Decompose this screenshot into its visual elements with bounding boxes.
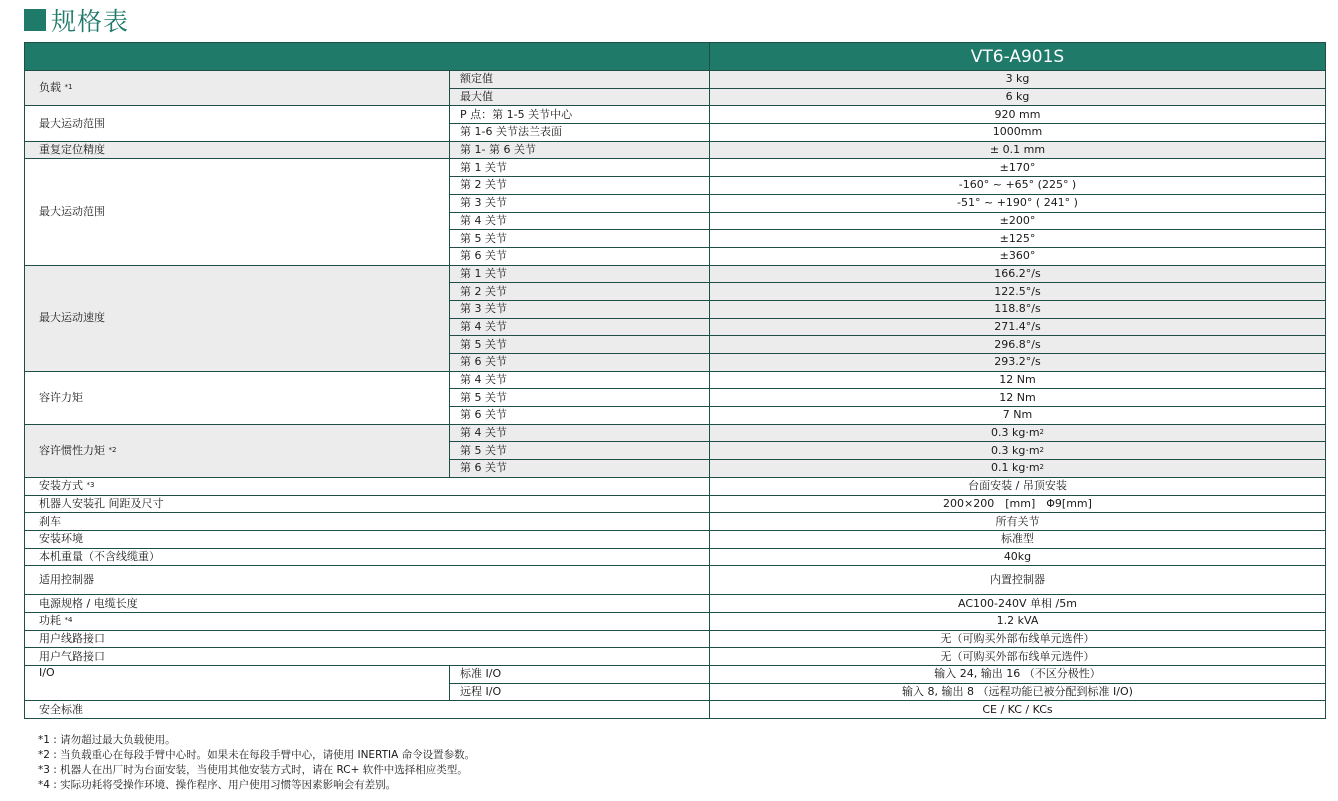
row-label-controller: 适用控制器	[25, 566, 710, 595]
row-sub: 标准 I/O	[450, 666, 710, 684]
row-value: 1000mm	[710, 124, 1326, 142]
row-sub: 第 4 关节	[450, 424, 710, 442]
row-sub: 第 5 关节	[450, 336, 710, 354]
row-sub: 第 5 关节	[450, 442, 710, 460]
row-sub: 第 3 关节	[450, 194, 710, 212]
table-row	[25, 701, 1326, 719]
table-row	[25, 666, 1326, 684]
row-value: 920 mm	[710, 106, 1326, 124]
footnote: *4 : 实际功耗将受操作环境、操作程序、用户使用习惯等因素影响会有差别。	[38, 779, 397, 791]
row-value: 输入 8, 输出 8 （远程功能已被分配到标准 I/O)	[710, 683, 1326, 701]
row-sub: 第 4 关节	[450, 212, 710, 230]
spec-table	[24, 42, 1326, 719]
page-title	[24, 3, 129, 37]
row-label-io: I/O	[25, 666, 450, 701]
table-row	[25, 71, 1326, 89]
row-value: 166.2°/s	[710, 265, 1326, 283]
row-value: 0.1 $kg\cdot m^2$	[710, 460, 1326, 478]
model-name: VT6-A901S	[710, 43, 1326, 71]
row-label-safety: 安全标准	[25, 701, 710, 719]
row-label-torque: 容许力矩	[25, 371, 450, 424]
row-label-max-speed: 最大运动速度	[25, 265, 450, 371]
row-sub: 远程 I/O	[450, 683, 710, 701]
row-value: 无（可购买外部布线单元选件）	[710, 630, 1326, 648]
row-label-mount-holes: 机器人安装孔 间距及尺寸	[25, 495, 710, 513]
row-label-brake: 刹车	[25, 513, 710, 531]
row-value: 271.4°/s	[710, 318, 1326, 336]
row-label-reach: 最大运动范围	[25, 106, 450, 141]
row-sub: 第 1-6 关节法兰表面	[450, 124, 710, 142]
table-row	[25, 566, 1326, 595]
title-square-icon	[24, 9, 46, 31]
row-value: 293.2°/s	[710, 354, 1326, 372]
row-sub: 第 2 关节	[450, 283, 710, 301]
row-value: 6 kg	[710, 88, 1326, 106]
footnote: *2 : 当负载重心在每段手臂中心时。如果未在每段手臂中心，请使用 INERTIA 命令设置参数。	[38, 749, 476, 761]
row-value: 122.5°/s	[710, 283, 1326, 301]
footnotes	[38, 733, 475, 793]
row-value: -51° ~ +190° ( 241° )	[710, 194, 1326, 212]
row-label-motion-range: 最大运动范围	[25, 159, 450, 265]
table-row	[25, 548, 1326, 566]
row-value: ± 0.1 mm	[710, 141, 1326, 159]
row-label-inertia: 容许惯性力矩 $^{*2}$	[25, 424, 450, 477]
row-sub: 第 6 关节	[450, 247, 710, 265]
row-label-environment: 安装环境	[25, 530, 710, 548]
row-sub: 第 1 关节	[450, 159, 710, 177]
table-row	[25, 648, 1326, 666]
table-row	[25, 141, 1326, 159]
row-value: 3 kg	[710, 71, 1326, 89]
table-row	[25, 371, 1326, 389]
row-sub: 最大值	[450, 88, 710, 106]
row-label-mounting: 安装方式 $^{*3}$	[25, 477, 710, 495]
row-value: 40kg	[710, 548, 1326, 566]
row-label-weight: 本机重量（不含线缆重）	[25, 548, 710, 566]
table-row	[25, 530, 1326, 548]
row-sub: 第 1- 第 6 关节	[450, 141, 710, 159]
row-sub: 第 5 关节	[450, 230, 710, 248]
row-sub: 第 6 关节	[450, 460, 710, 478]
row-label-repeatability: 重复定位精度	[25, 141, 450, 159]
row-value: 12 Nm	[710, 389, 1326, 407]
row-label-payload: 负载 $^{*1}$	[25, 71, 450, 106]
table-header-row	[25, 43, 1326, 71]
row-value: 所有关节	[710, 513, 1326, 531]
row-value: 118.8°/s	[710, 300, 1326, 318]
row-value: 296.8°/s	[710, 336, 1326, 354]
row-sub: 第 1 关节	[450, 265, 710, 283]
row-value: 无（可购买外部布线单元选件）	[710, 648, 1326, 666]
row-value: 7 Nm	[710, 407, 1326, 425]
row-sub: 第 2 关节	[450, 177, 710, 195]
footnote: *1 : 请勿超过最大负载使用。	[38, 734, 176, 746]
row-value: CE / KC / KCs	[710, 701, 1326, 719]
row-sub: 第 4 关节	[450, 318, 710, 336]
page-title-text: 规格表	[51, 7, 130, 36]
row-sub: P 点：第 1-5 关节中心	[450, 106, 710, 124]
row-label-user-wiring: 用户线路接口	[25, 630, 710, 648]
table-row	[25, 477, 1326, 495]
row-value: 0.3 $kg\cdot m^2$	[710, 442, 1326, 460]
row-value: 200×200 [mm] Φ9[mm]	[710, 495, 1326, 513]
table-row	[25, 106, 1326, 124]
row-label-user-piping: 用户气路接口	[25, 648, 710, 666]
row-value: -160° ~ +65° (225° )	[710, 177, 1326, 195]
header-blank	[25, 43, 710, 71]
table-row	[25, 630, 1326, 648]
row-label-power-spec: 电源规格 / 电缆长度	[25, 595, 710, 613]
table-row	[25, 424, 1326, 442]
row-value: ±125°	[710, 230, 1326, 248]
row-value: 台面安装 / 吊顶安装	[710, 477, 1326, 495]
row-sub: 额定值	[450, 71, 710, 89]
row-sub: 第 3 关节	[450, 300, 710, 318]
row-value: AC100-240V 单相 /5m	[710, 595, 1326, 613]
table-row	[25, 595, 1326, 613]
row-value: 内置控制器	[710, 566, 1326, 595]
row-sub: 第 6 关节	[450, 407, 710, 425]
row-value: ±200°	[710, 212, 1326, 230]
row-sub: 第 4 关节	[450, 371, 710, 389]
table-row	[25, 495, 1326, 513]
table-row	[25, 159, 1326, 177]
row-value: ±170°	[710, 159, 1326, 177]
row-sub: 第 6 关节	[450, 354, 710, 372]
row-value: 1.2 kVA	[710, 612, 1326, 630]
row-label-power: 功耗 $^{*4}$	[25, 612, 710, 630]
row-sub: 第 5 关节	[450, 389, 710, 407]
table-row	[25, 265, 1326, 283]
table-row	[25, 513, 1326, 531]
row-value: 0.3 $kg\cdot m^2$	[710, 424, 1326, 442]
row-value: 12 Nm	[710, 371, 1326, 389]
table-row	[25, 612, 1326, 630]
row-value: 标准型	[710, 530, 1326, 548]
footnote: *3 : 机器人在出厂时为台面安装，当使用其他安装方式时，请在 RC+ 软件中选择相应类型。	[38, 764, 468, 776]
row-value: 输入 24, 输出 16 （不区分极性）	[710, 666, 1326, 684]
row-value: ±360°	[710, 247, 1326, 265]
